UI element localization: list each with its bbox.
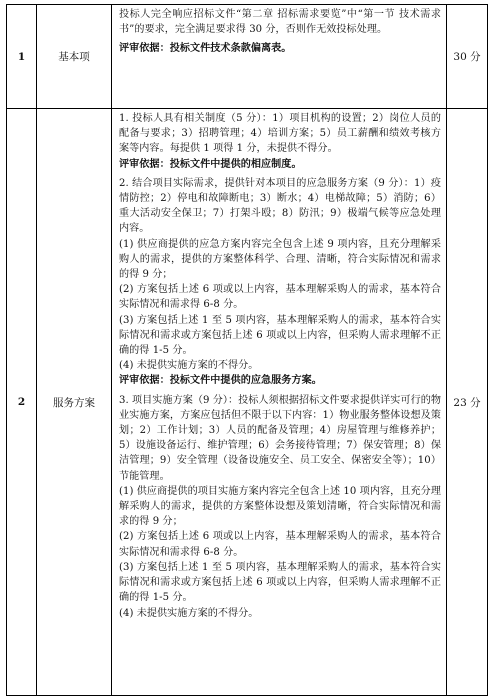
paragraph: 投标人完全响应招标文件“第二章 招标需求要览”中“第一节 技术需求书”的要求，完全满足要求得 30 分，否则作无效投标处理。 [119, 9, 441, 36]
review-basis: 评审依据：投标文件技术条款偏离表。 [119, 43, 292, 55]
item-score: 30 分 [447, 5, 488, 109]
scoring-condition: (4) 未提供实施方案的不得分。 [119, 607, 259, 619]
scoring-condition: (2) 方案包括上述 6 项或以上内容，基本理解采购人的需求，基本符合实际情况和需求得 6-8 分。 [119, 284, 441, 311]
item-name: 服务方案 [37, 109, 112, 696]
scoring-condition: (1) 供应商提供的应急方案内容完全包含上述 9 项内容，且充分理解采购人的需求，提供的方案整体科学、合理、清晰，符合实际情况和需求的得 9 分； [119, 238, 441, 281]
scoring-condition: (1) 供应商提供的项目实施方案内容完全包含上述 10 项内容，且充分理解采购人的需求，提供的方案整体设想及策划清晰，符合实际情况和需求的得 9 分； [119, 485, 441, 528]
table-row [7, 5, 488, 109]
scoring-table [6, 4, 488, 696]
criterion-3-text: 3. 项目实施方案（9 分）：投标人须根据招标文件要求提供详实可行的物业实施方案，方案应包括但不限于以下内容：1）物业服务整体设想及策划；2）工作计划；3）人员的配备及管理；4）房屋管理与维修养护；5）设施设备运行、维护管理；6）会务接待管理；7）保安管理；8）保洁管理；9）安全管理（设备设施安全、员工安全、保密安全等）；10）节能管理。 [119, 394, 441, 482]
row-number: 1 [7, 5, 37, 109]
criterion-2-text: 2. 结合项目实际需求，提供针对本项目的应急服务方案（9 分）：1）疫情防控；2）停电和故障断电；3）断水；4）电梯故障；5）消防；6）重大活动安全保卫；7）打架斗殴；8）防汛；9）极端气候等应急处理内容。 [119, 177, 441, 235]
item-content [112, 5, 447, 109]
item-score: 23 分 [447, 109, 488, 696]
criterion-1-text: 1. 投标人具有相关制度（5 分）：1）项目机构的设置；2）岗位人员的配备与要求；3）招聘管理；4）培训方案；5）员工薪酬和绩效考核方案等内容。每提供 1 项得 1 分，未提供不得分。 [119, 113, 441, 155]
review-basis: 评审依据：投标文件中提供的应急服务方案。 [119, 375, 322, 387]
row-number: 2 [7, 109, 37, 696]
item-name: 基本项 [37, 5, 112, 109]
scoring-condition: (2) 方案包括上述 6 项或以上内容，基本理解采购人的需求，基本符合实际情况和需求得 6-8 分。 [119, 531, 441, 558]
scoring-condition: (3) 方案包括上述 1 至 5 项内容，基本理解采购人的需求，基本符合实际情况和需求或方案包括上述 6 项或以上内容，但采购人需求理解不正确的得 1-5 分。 [119, 561, 441, 604]
item-content [112, 109, 447, 696]
table-row [7, 109, 488, 696]
scoring-condition: (3) 方案包括上述 1 至 5 项内容，基本理解采购人的需求，基本符合实际情况和需求或方案包括上述 6 项或以上内容，但采购人需求理解不正确的得 1-5 分。 [119, 314, 441, 357]
review-basis: 评审依据：投标文件中提供的相应制度。 [119, 158, 302, 170]
scoring-condition: (4) 未提供实施方案的不得分。 [119, 360, 259, 372]
